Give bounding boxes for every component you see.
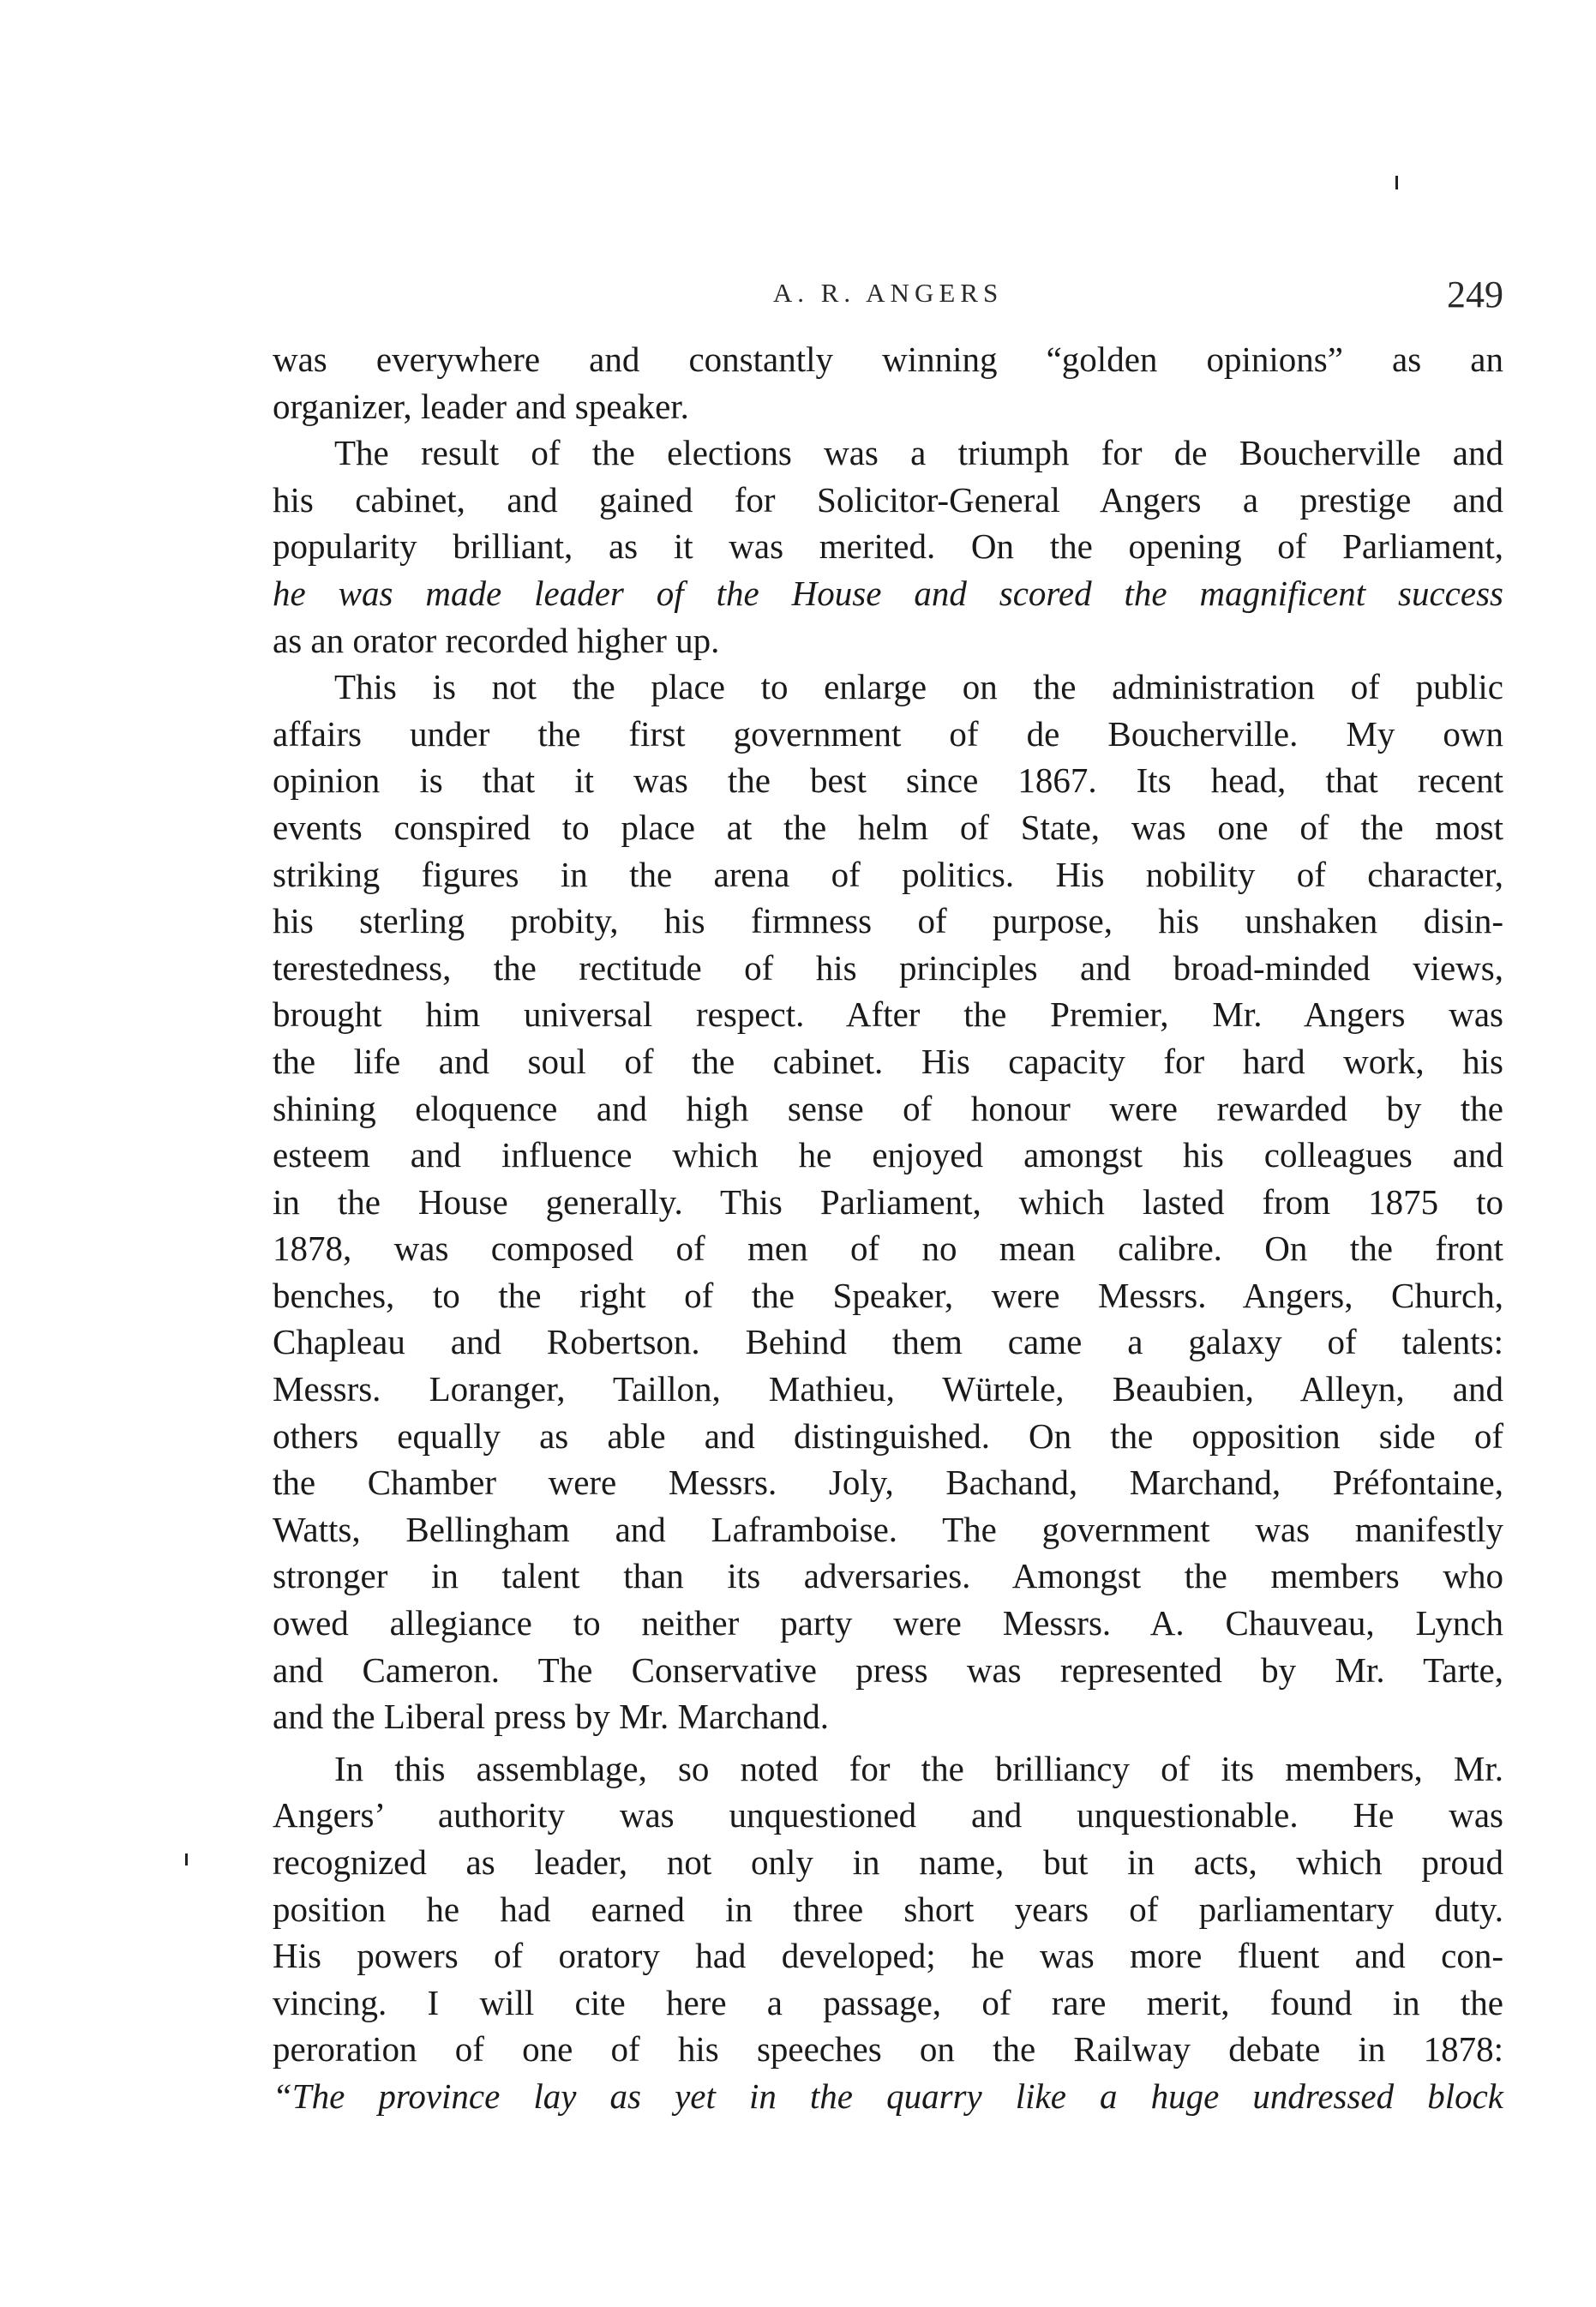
page-header	[273, 273, 1503, 324]
text-line: Chapleau and Robertson. Behind them came a galaxy of talents:	[273, 1322, 1503, 1362]
text-line: owed allegiance to neither party were Messrs. A. Chauveau, Lynch	[273, 1603, 1503, 1643]
text-line: benches, to the right of the Speaker, were Messrs. Angers, Church,	[273, 1275, 1503, 1315]
page-number: 249	[1447, 273, 1503, 315]
text-line: In this assemblage, so noted for the brilliancy of its members, Mr.	[334, 1748, 1503, 1788]
paragraph	[273, 664, 1503, 1740]
text-line: peroration of one of his speeches on the Railway debate in 1878:	[273, 2029, 1503, 2070]
text-line: and the Liberal press by Mr. Marchand.	[273, 1697, 829, 1737]
text-line: his sterling probity, his firmness of purpose, his unshaken disin-	[273, 901, 1503, 941]
text-line: recognized as leader, not only in name, but in acts, which proud	[273, 1842, 1503, 1882]
text-line: This is not the place to enlarge on the administration of public	[334, 667, 1503, 707]
text-line: he was made leader of the House and scored the magnificent success	[273, 573, 1503, 613]
text-line: was everywhere and constantly winning “golden opinions” as an	[273, 339, 1503, 379]
text-line: Messrs. Loranger, Taillon, Mathieu, Würtele, Beaubien, Alleyn, and	[273, 1369, 1503, 1409]
text-line: esteem and influence which he enjoyed amongst his colleagues and	[273, 1135, 1503, 1175]
text-line: striking figures in the arena of politics. His nobility of character,	[273, 854, 1503, 894]
text-line: “The province lay as yet in the quarry like a huge undressed block	[273, 2076, 1503, 2116]
text-line: vincing. I will cite here a passage, of rare merit, found in the	[273, 1982, 1503, 2022]
text-line: opinion is that it was the best since 1867. Its head, that recent	[273, 760, 1503, 801]
paragraph	[273, 336, 1503, 430]
text-line: 1878, was composed of men of no mean calibre. On the front	[273, 1229, 1503, 1269]
text-line: popularity brilliant, as it was merited. On the opening of Parliament,	[273, 526, 1503, 567]
text-line: stronger in talent than its adversaries. Amongst the members who	[273, 1556, 1503, 1596]
text-line: the Chamber were Messrs. Joly, Bachand, Marchand, Préfontaine,	[273, 1463, 1503, 1503]
text-line: Angers’ authority was unquestioned and unquestionable. He was	[273, 1795, 1503, 1835]
stray-mark-top	[1395, 176, 1398, 189]
text-line: the life and soul of the cabinet. His capacity for hard work, his	[273, 1041, 1503, 1081]
text-line: shining eloquence and high sense of honour were rewarded by the	[273, 1088, 1503, 1128]
paragraph	[273, 430, 1503, 664]
text-line: and Cameron. The Conservative press was represented by Mr. Tarte,	[273, 1649, 1503, 1690]
text-line: brought him universal respect. After the Premier, Mr. Angers was	[273, 994, 1503, 1035]
text-line: events conspired to place at the helm of State, was one of the most	[273, 807, 1503, 847]
text-line: His powers of oratory had developed; he was more fluent and con-	[273, 1936, 1503, 1976]
text-line: others equally as able and distinguished. On the opposition side of	[273, 1415, 1503, 1456]
running-title: A. R. ANGERS	[772, 278, 1004, 308]
stray-mark-left	[185, 1853, 188, 1865]
text-line: terestedness, the rectitude of his principles and broad-minded views,	[273, 947, 1503, 988]
text-line: Watts, Bellingham and Laframboise. The government was manifestly	[273, 1509, 1503, 1549]
text-line: organizer, leader and speaker.	[273, 386, 689, 426]
body-text	[273, 336, 1503, 2120]
text-line: as an orator recorded higher up.	[273, 620, 720, 660]
paragraph	[273, 1745, 1503, 2120]
text-line: in the House generally. This Parliament, which lasted from 1875 to	[273, 1181, 1503, 1222]
text-line: affairs under the first government of de Boucherville. My own	[273, 713, 1503, 754]
text-line: position he had earned in three short years of parliamentary duty.	[273, 1889, 1503, 1929]
text-line: his cabinet, and gained for Solicitor-General Angers a prestige and	[273, 479, 1503, 520]
text-line: The result of the elections was a triumph for de Boucherville and	[334, 433, 1503, 473]
